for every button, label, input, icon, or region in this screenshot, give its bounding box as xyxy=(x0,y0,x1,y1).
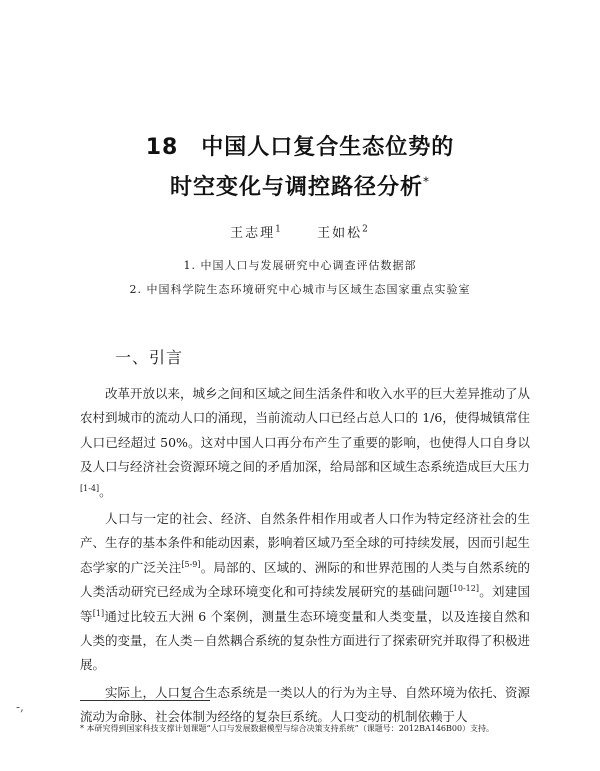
body-text xyxy=(80,382,530,733)
author-2: 王如松 xyxy=(317,226,363,241)
paragraph-1-tail: 。 xyxy=(99,483,112,499)
paragraph-1 xyxy=(80,382,530,504)
citation: [1] xyxy=(92,608,105,618)
citation: [5-9] xyxy=(181,559,201,569)
paragraph-2-tail-2: 。刘建国等 xyxy=(80,584,530,624)
citation: [10-12] xyxy=(449,584,479,594)
author-1-affiliation-marker: 1 xyxy=(275,224,283,235)
author-2-affiliation-marker: 2 xyxy=(362,224,370,235)
paragraph-1-text: 改革开放以来，城乡之间和区域之间生活条件和收入水平的巨大差异推动了从农村到城市的流动人口的涌现，当前流动人口已经占总人口的 1/6，使得城镇常住人口已经超过 50%。这对中国人口再分布产生了重要的影响，也使得人口自身以及人口与经济社会资源环境之间的矛盾加深，给局部和区域生态系统造成巨大压力 xyxy=(80,386,531,475)
citation: [1-4] xyxy=(80,483,100,493)
affiliation-2: 2. 中国科学院生态环境研究中心城市与区域生态国家重点实验室 xyxy=(129,283,471,296)
footnote: * 本研究得到国家科技支撑计划课题“人口与发展数据模型与综合决策支持系统”（课题号：2012BA146B00）支持。 xyxy=(80,724,495,733)
section-heading: 一、引言 xyxy=(115,348,184,367)
paragraph-2-text: 人口与一定的社会、经济、自然条件相作用或者人口作为特定经济社会的生产、生存的基本条件和能动因素，影响着区域乃至全球的可持续发展，因而引起生态学家的广泛关注 xyxy=(80,511,531,575)
paragraph-2-tail: 。局部的、区域的、洲际的和世界范围的人类与自然系统的人类活动研究已经成为全球环境变化和可持续发展研究的基础问题 xyxy=(80,559,530,600)
title-footnote-marker: * xyxy=(423,174,430,189)
chapter-title-line-2-text: 时空变化与调控路径分析 xyxy=(169,175,423,200)
paragraph-2 xyxy=(80,507,530,678)
chapter-title-line-1: 18 中国人口复合生态位势的 xyxy=(145,135,455,160)
affiliation-1: 1. 中国人口与发展研究中心调查评估数据部 xyxy=(183,259,417,272)
margin-mark: -, xyxy=(16,700,24,714)
paragraph-3-text: 实际上，人口复合生态系统是一类以人的行为为主导、自然环境为依托、资源流动为命脉、社会体制为经络的复杂巨系统。人口变动的机制依赖于人 xyxy=(80,684,531,725)
paragraph-2-tail-3: 通过比较五大洲 6 个案例，测量生态环境变量和人类变量，以及连接自然和人类的变量，在人类－自然耦合系统的复杂性方面进行了探索研究并取得了积极进展。 xyxy=(80,608,531,673)
footnote-rule xyxy=(80,700,210,701)
author-line xyxy=(0,222,600,241)
chapter-title-line-2 xyxy=(0,170,600,201)
author-1: 王志理 xyxy=(230,226,276,241)
